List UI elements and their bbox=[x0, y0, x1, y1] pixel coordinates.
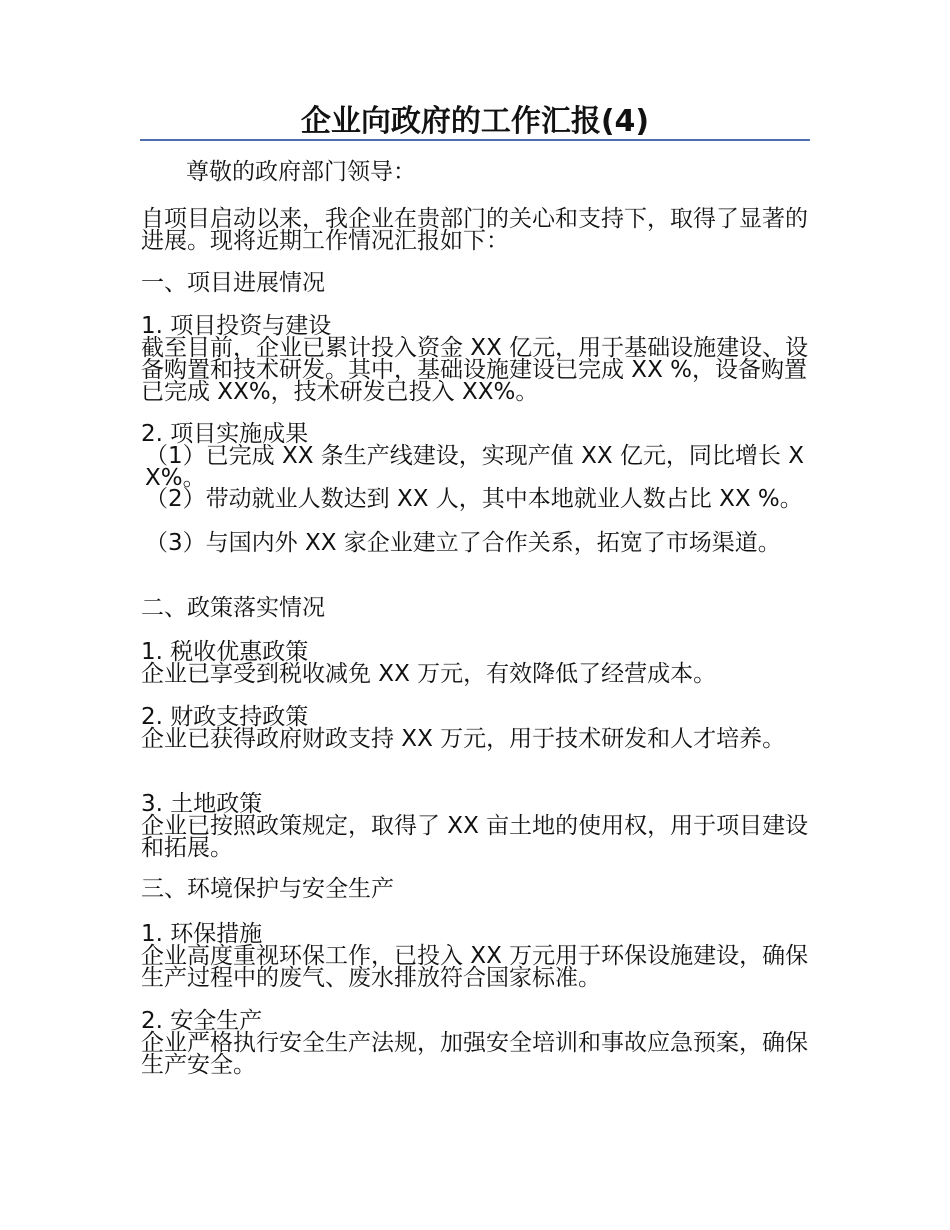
subsection-title-3-1: 1. 环保措施 bbox=[141, 921, 263, 947]
document-title: 企业向政府的工作汇报(4) bbox=[300, 104, 650, 139]
section-heading-2: 二、政策落实情况 bbox=[141, 595, 325, 621]
section-heading-3: 三、环境保护与安全生产 bbox=[141, 876, 394, 902]
subsection-title-2-3: 3. 土地政策 bbox=[141, 791, 263, 817]
list-item: （1）已完成 XX 条生产线建设，实现产值 XX 亿元，同比增长 XX%。 bbox=[145, 443, 804, 491]
subsection-title-1-2: 2. 项目实施成果 bbox=[141, 421, 309, 447]
intro-paragraph: 自项目启动以来，我企业在贵部门的关心和支持下，取得了显著的进展。现将近期工作情况汇报如下： bbox=[141, 206, 808, 254]
subsection-title-1-1: 1. 项目投资与建设 bbox=[141, 313, 332, 339]
subsection-body-3-1: 企业高度重视环保工作，已投入 XX 万元用于环保设施建设，确保生产过程中的废气、废水排放符合国家标准。 bbox=[141, 943, 809, 991]
list-item: （2）带动就业人数达到 XX 人，其中本地就业人数占比 XX %。 bbox=[145, 486, 803, 512]
subsection-title-3-2: 2. 安全生产 bbox=[141, 1008, 263, 1034]
title-underline bbox=[140, 139, 810, 141]
list-item: （3）与国内外 XX 家企业建立了合作关系，拓宽了市场渠道。 bbox=[145, 530, 781, 556]
subsection-body-2-3: 企业已按照政策规定，取得了 XX 亩土地的使用权，用于项目建设和拓展。 bbox=[141, 813, 809, 861]
salutation: 尊敬的政府部门领导： bbox=[186, 159, 416, 185]
subsection-title-2-1: 1. 税收优惠政策 bbox=[141, 639, 309, 665]
subsection-title-2-2: 2. 财政支持政策 bbox=[141, 704, 309, 730]
section-heading-1: 一、项目进展情况 bbox=[141, 270, 325, 296]
subsection-body-2-2: 企业已获得政府财政支持 XX 万元，用于技术研发和人才培养。 bbox=[141, 726, 786, 752]
subsection-body-2-1: 企业已享受到税收减免 XX 万元，有效降低了经营成本。 bbox=[141, 661, 717, 687]
subsection-body-1-1: 截至目前，企业已累计投入资金 XX 亿元，用于基础设施建设、设备购置和技术研发。其中，基础设施建设已完成 XX %，设备购置已完成 XX%，技术研发已投入 XX%。 bbox=[141, 335, 809, 405]
subsection-body-3-2: 企业严格执行安全生产法规，加强安全培训和事故应急预案，确保生产安全。 bbox=[141, 1030, 808, 1078]
